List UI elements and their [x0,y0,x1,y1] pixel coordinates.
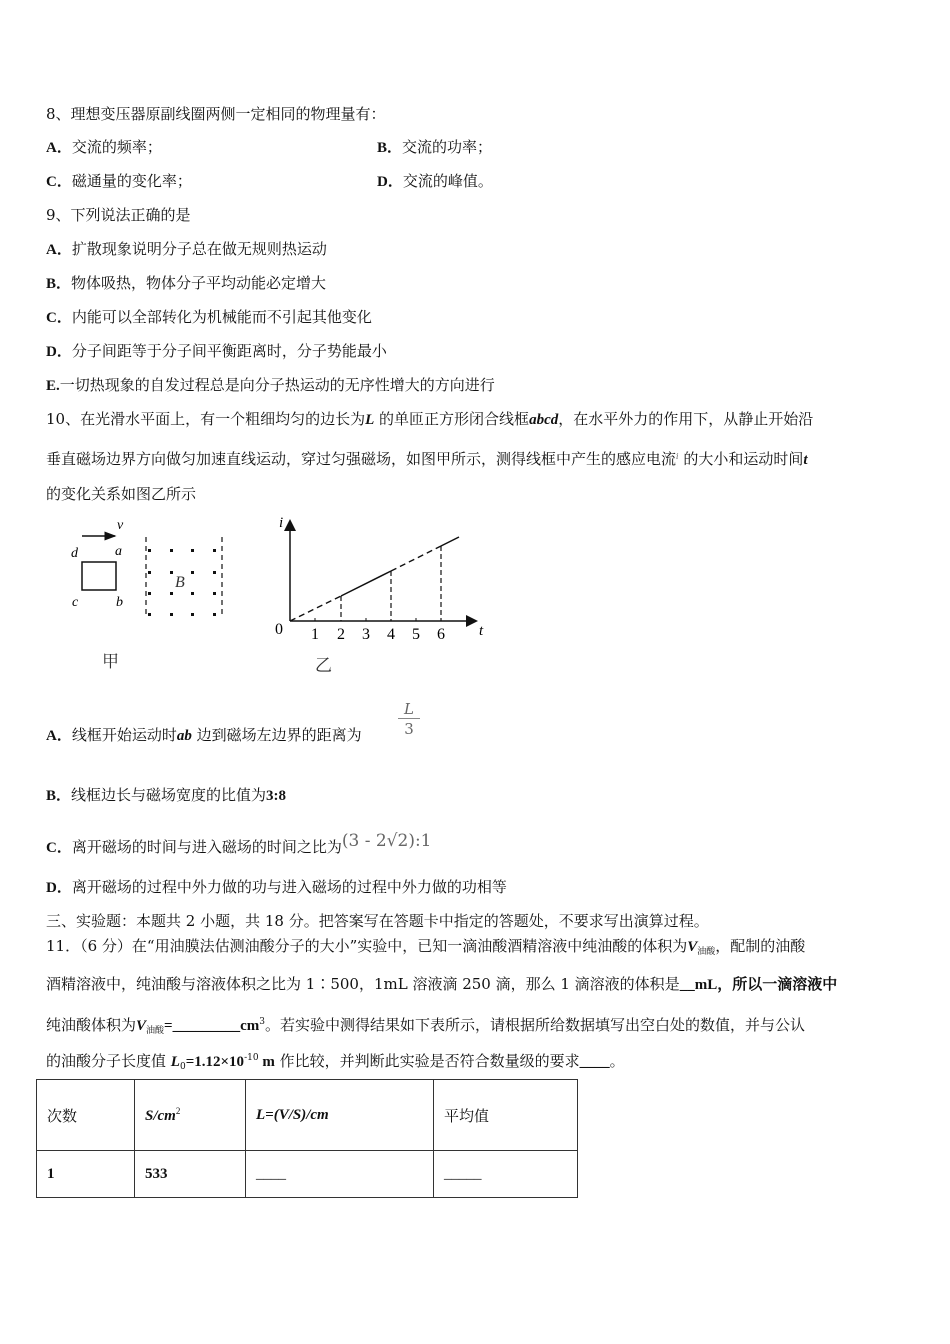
option-text: 磁通量的变化率； [71,172,192,190]
option-math: (3 - 2√2):1 [341,831,432,851]
option-text: 线框边长与磁场宽度的比值为 [71,786,267,804]
var-L0: L [170,1054,180,1070]
option-label: C． [46,310,72,326]
var-i: i [676,452,679,461]
y-axis-label: i [279,515,284,531]
text: ，配制的油酸 [715,937,806,955]
option-text: 一切热现象的自发过程总是向分子热运动的无序性增大的方向进行 [59,376,495,394]
table-row [37,1151,578,1198]
var-V: V [687,939,698,955]
header-cell [135,1080,246,1151]
superscript: 3 [259,1017,265,1027]
current-line-solid-2 [441,537,459,546]
fraction-numerator: L [398,700,420,719]
option-text: 交流的峰值。 [402,172,493,190]
subscript: 油酸 [697,947,716,957]
q11-line4 [46,1048,625,1077]
q8-option-c [46,171,192,192]
svg-text:3: 3 [362,626,370,643]
exponent: -10 [244,1053,259,1063]
option-text: 扩散现象说明分子总在做无规则热运动 [71,240,327,258]
q10-stem-line2 [46,447,808,470]
svg-text:6: 6 [437,626,445,643]
svg-text:1: 1 [311,626,319,643]
text: 10、在光滑水平面上，有一个粗细均匀的边长为 [46,410,366,428]
var-ab: ab [176,728,192,744]
label-v: v [117,518,124,533]
option-label: B． [377,140,403,156]
label-B: B [175,574,185,591]
q10-option-c [46,831,432,858]
q11-line3 [46,1012,805,1041]
current-line-solid [341,571,391,596]
option-label: D． [377,174,403,190]
text: ，在水平外力的作用下，从静止开始沿 [558,410,814,428]
q8-option-a [46,137,162,158]
option-label: E. [46,378,60,394]
option-text: 分子间距等于分子间平衡距离时，分子势能最小 [71,342,387,360]
figure-yi [265,505,495,685]
q9-option-e [46,375,495,396]
text: 的大小和运动时间 [683,450,804,468]
q11-line1 [46,936,805,962]
equals: = [164,1018,173,1034]
q11-line2 [46,974,837,995]
option-text: 内能可以全部转化为机械能而不引起其他变化 [71,308,372,326]
cell-avg-blank[interactable]: _____ [434,1151,578,1198]
option-text: 离开磁场的过程中外力做的功与进入磁场的过程中外力做的功相等 [71,878,507,896]
q9-stem: 9、下列说法正确的是 [46,206,191,224]
x-axis-label: t [479,623,484,639]
q10-option-b [46,785,286,806]
q10-stem-line1 [46,409,813,430]
subscript: 0 [179,1062,186,1072]
option-text: 离开磁场的时间与进入磁场的时间之比为 [71,838,342,856]
section3-heading: 三、实验题：本题共 2 小题，共 18 分。把答案写在答题卡中指定的答题处，不要求写出演算过程。 [46,912,709,930]
header-cell: 平均值 [434,1080,578,1151]
svg-text:4: 4 [387,626,395,643]
var-V: V [136,1018,147,1034]
label-c: c [72,595,79,610]
option-text: 交流的频率； [71,138,162,156]
subscript: 油酸 [146,1026,165,1036]
option-text: 交流的功率； [402,138,493,156]
option-text: 线框开始运动时 [71,726,177,744]
current-line-dashed-2 [391,546,441,571]
option-label: C． [46,840,72,856]
label-d: d [71,546,78,561]
var-t: t [803,452,808,468]
text: 11．（6 分）在“用油膜法估测油酸分子的大小”实验中，已知一滴油酸酒精溶液中纯油酸的体积为 [46,937,688,955]
unit: m [258,1054,275,1070]
q9-option-d [46,341,387,362]
text: 酒精溶液中，纯油酸与溶液体积之比为 1∶500，1mL 溶液滴 250 滴，那么 1 滴溶液的体积是 [46,975,680,993]
option-label: A． [46,140,72,156]
text: 垂直磁场边界方向做匀加速直线运动，穿过匀强磁场，如图甲所示，测得线框中产生的感应电流 [46,450,677,468]
origin-label: 0 [275,621,283,638]
option-label: A． [46,728,72,744]
answer-blank[interactable]: __ [679,977,695,993]
q8-option-d [377,171,493,192]
q9-option-b [46,273,326,294]
value: =1.12×10 [185,1054,245,1070]
option-label: C． [46,174,72,190]
label-a: a [115,544,122,559]
cell-n: 1 [37,1151,135,1198]
text: 的油酸分子长度值 [46,1052,167,1070]
cell-L-blank[interactable]: ____ [246,1151,434,1198]
figure-jia [55,505,255,685]
var-L: L [365,412,375,428]
superscript: 2 [175,1105,181,1116]
text: mL，所以一滴溶液中 [694,977,838,993]
text: 作比较，并判断此实验是否符合数量级的要求 [279,1052,580,1070]
figure-caption-yi: 乙 [315,656,332,675]
q10-stem-line3: 的变化关系如图乙所示 [46,485,197,503]
text: 纯油酸体积为 [46,1016,137,1034]
q10-option-d [46,877,507,898]
header-L: L=(V/S)/cm [256,1106,329,1123]
svg-text:5: 5 [412,626,420,643]
var-abcd: abcd [529,412,559,428]
text: 。 [609,1052,625,1070]
option-label: B． [46,788,72,804]
header-cell [246,1080,434,1151]
option-text: 物体吸热，物体分子平均动能必定增大 [71,274,327,292]
answer-blank[interactable]: ____ [579,1054,610,1070]
experiment-table [36,1079,578,1198]
q9-option-c [46,307,372,328]
label-b: b [116,595,123,610]
text: 的单匝正方形闭合线框 [379,410,530,428]
header-cell: 次数 [37,1080,135,1151]
q8-option-b [377,137,492,158]
unit: cm [240,1018,260,1034]
q10-option-a [46,725,362,746]
figure-caption-jia: 甲 [102,652,119,671]
cell-S: 533 [135,1151,246,1198]
option-label: D． [46,344,72,360]
text: 。若实验中测得结果如下表所示，请根据所给数据填写出空白处的数值，并与公认 [265,1016,806,1034]
answer-blank[interactable]: _________ [172,1018,241,1034]
fraction-L-over-3 [398,700,420,739]
option-value: 3:8 [266,788,287,804]
header-S: S/cm [145,1107,176,1124]
option-label: B． [46,276,72,292]
q9-option-a [46,239,327,260]
wire-frame [82,562,116,590]
fraction-denominator: 3 [404,720,414,738]
option-label: D． [46,880,72,896]
svg-text:2: 2 [337,626,345,643]
q8-stem: 8、理想变压器原副线圈两侧一定相同的物理量有： [46,105,386,123]
current-line-dashed-1 [290,596,341,621]
option-label: A． [46,242,72,258]
option-text: 边到磁场左边界的距离为 [196,726,362,744]
table-header-row [37,1080,578,1151]
